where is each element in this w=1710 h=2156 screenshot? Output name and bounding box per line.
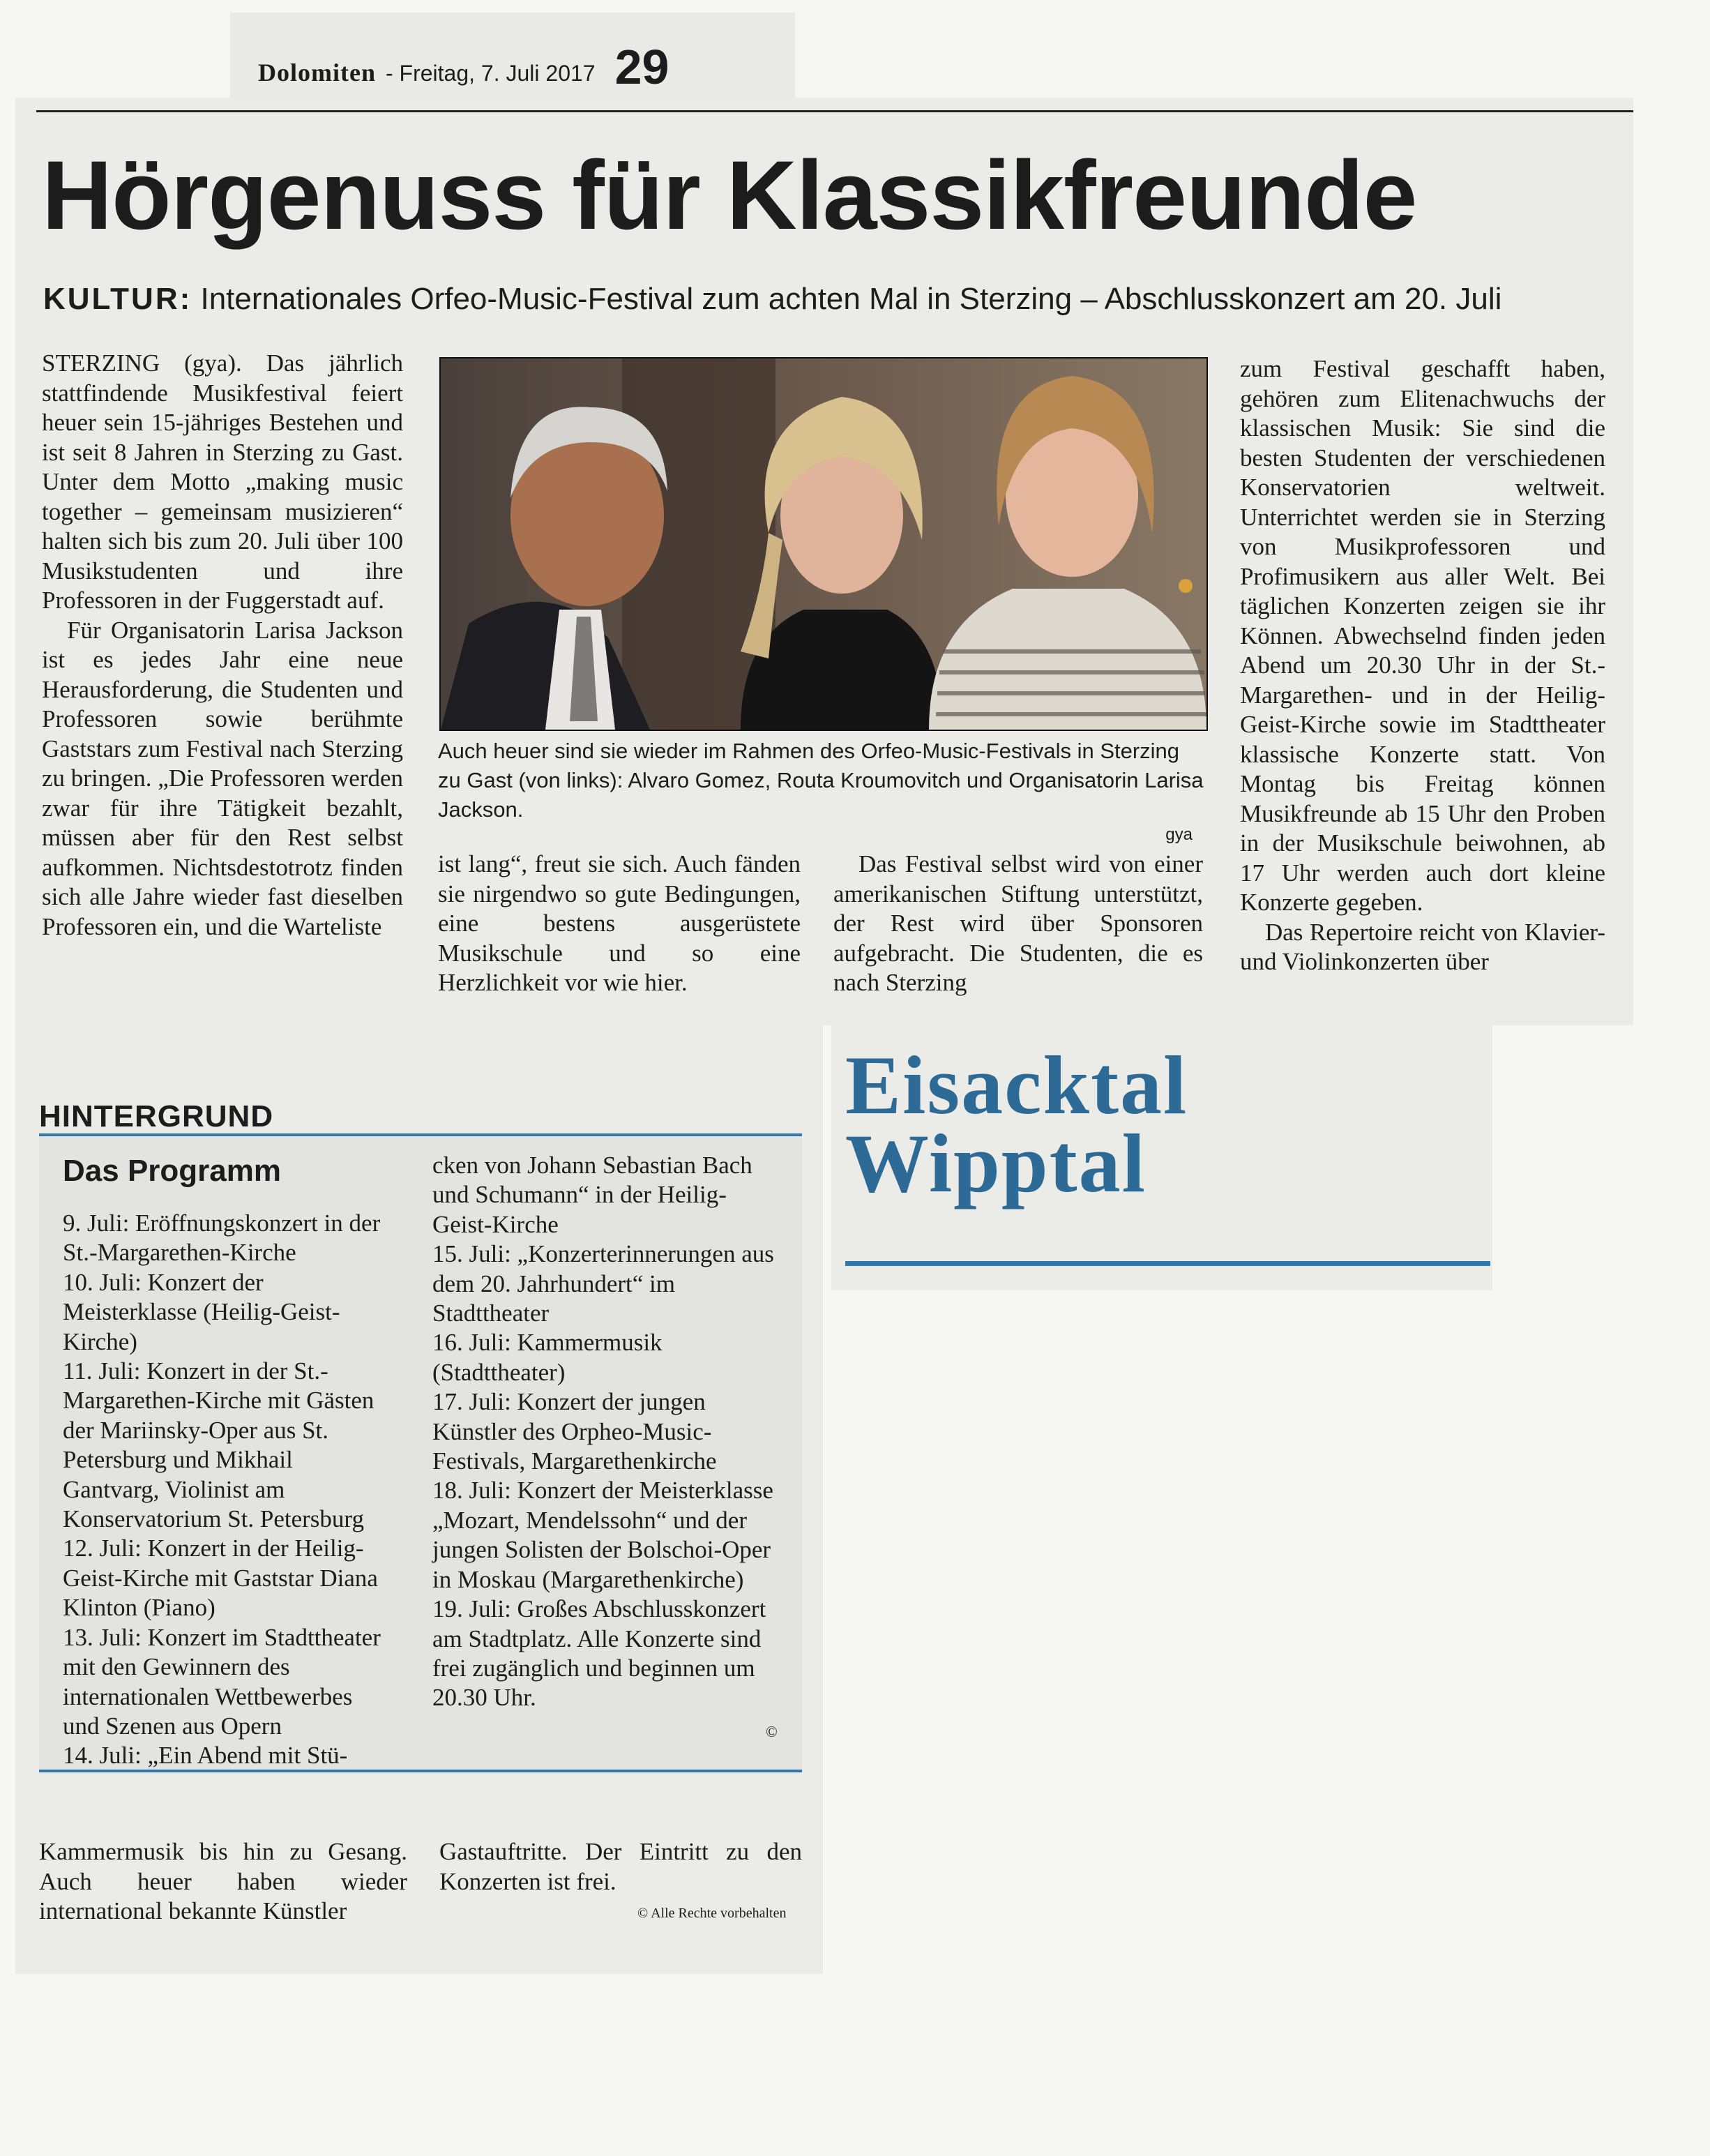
paragraph: zum Festival geschafft haben, gehören zum Elitenachwuchs der klassischen Musik: Sie sind die besten Studenten der verschiedenen Konservatorien weltweit. Unterrichtet werden sie in Sterzing von Musikprofessoren und Profimusikern aus aller Welt. Bei täglichen Konzerten zeigen sie ihr Können. Abwechselnd finden jeden Abend um 20.30 Uhr in der St.-Margarethen- und in der Heilig-Geist-Kirche sowie im Stadttheater klassische Konzerte statt. Von Montag bis Freitag können Musikfreunde ab 15 Uhr den Proben in der Musikschule beiwohnen, ab 17 Uhr werden auch dort kleine Konzerte gegeben. bbox=[1240, 355, 1605, 916]
article-column-2 bbox=[438, 850, 801, 998]
caption-text: Auch heuer sind sie wieder im Rahmen des Orfeo-Music-Festivals in Sterzing zu Gast (von links): Alvaro Gomez, Routa Kroumovitch und Organisatorin Larisa Jackson. bbox=[438, 739, 1204, 822]
section-rule bbox=[845, 1261, 1490, 1266]
program-item: 13. Juli: Konzert im Stadttheater mit den Gewinnern des internationalen Wettbewerbes und Szenen aus Opern bbox=[63, 1623, 381, 1740]
program-item: 19. Juli: Großes Abschlusskonzert am Stadtplatz. Alle Konzerte sind frei zugänglich und beginnen um 20.30 Uhr. bbox=[432, 1595, 766, 1712]
section-title bbox=[845, 1039, 1188, 1209]
rights-notice: © Alle Rechte vorbehalten bbox=[637, 1906, 787, 1921]
article-continuation-1 bbox=[39, 1837, 407, 1927]
copyright-mark: © bbox=[766, 1723, 778, 1740]
issue-date: - Freitag, 7. Juli 2017 bbox=[385, 61, 596, 86]
paragraph: Für Organisatorin Larisa Jackson ist es jedes Jahr eine neue Herausforderung, die Studenten und Professoren sowie berühmte Gaststars zum Festival nach Sterzing zu bringen. „Die Professoren werden zwar für ihre Tätigkeit bezahlt, müssen aber für den Rest selbst aufkommen. Nichtsdestotrotz finden sich alle Jahre wieder fast dieselben Professoren ein, und die Warteliste bbox=[42, 616, 404, 940]
caption-credit: gya bbox=[1165, 825, 1193, 844]
page-number: 29 bbox=[614, 40, 669, 94]
article-column-3 bbox=[833, 850, 1203, 998]
article-column-1 bbox=[42, 349, 403, 942]
program-list-left bbox=[63, 1209, 391, 1771]
program-item: 16. Juli: Kammermusik (Stadttheater) bbox=[432, 1329, 663, 1386]
program-item: 14. Juli: „Ein Abend mit Stü- bbox=[63, 1742, 348, 1770]
program-item: 12. Juli: Konzert in der Heilig-Geist-Kirche mit Gaststar Diana Klinton (Piano) bbox=[63, 1535, 378, 1622]
paragraph: STERZING (gya). Das jährlich stattfindende Musikfestival feiert heuer sein 15-jähriges Bestehen und ist seit 8 Jahren in Sterzing zu Gast. Unter dem Motto „making music together – gemeinsam musizieren“ halten sich bis zum 20. Juli über 100 Musikstudenten und ihre Professoren in der Fuggerstadt auf. bbox=[42, 349, 403, 614]
article-column-4 bbox=[1240, 354, 1605, 977]
article-photo bbox=[439, 357, 1208, 731]
article-subhead bbox=[43, 282, 1501, 317]
photo-illustration bbox=[441, 359, 1206, 730]
top-rule bbox=[36, 110, 1633, 112]
box-label: HINTERGRUND bbox=[39, 1099, 274, 1133]
paragraph: Das Repertoire reicht von Klavier- und Violinkonzerten über bbox=[1240, 918, 1605, 975]
masthead bbox=[258, 36, 669, 94]
rubric: KULTUR: bbox=[43, 282, 192, 316]
paragraph: Kammermusik bis hin zu Gesang. Auch heuer haben wieder international bekannte Künstler bbox=[39, 1838, 407, 1924]
newspaper-name: Dolomiten bbox=[258, 59, 376, 86]
program-item: cken von Johann Sebastian Bach und Schumann“ in der Heilig-Geist-Kirche bbox=[432, 1152, 752, 1238]
program-item: 15. Juli: „Konzerterinnerungen aus dem 20. Jahrhundert“ im Stadttheater bbox=[432, 1240, 774, 1327]
program-list-right bbox=[432, 1151, 781, 1713]
article-headline: Hörgenuss für Klassikfreunde bbox=[42, 140, 1417, 250]
paragraph: ist lang“, freut sie sich. Auch fänden sie nirgendwo so gute Bedingungen, eine bestens ausgerüstete Musikschule und so eine Herzlichkeit vor wie hier. bbox=[438, 850, 801, 996]
program-item: 9. Juli: Eröffnungskonzert in der St.-Margarethen-Kirche bbox=[63, 1209, 381, 1267]
article-continuation-2 bbox=[439, 1837, 802, 1897]
section-title-line-2: Wipptal bbox=[845, 1117, 1147, 1209]
paragraph: Gastauftritte. Der Eintritt zu den Konzerten ist frei. bbox=[439, 1838, 802, 1895]
program-item: 10. Juli: Konzert der Meisterklasse (Heilig-Geist-Kirche) bbox=[63, 1268, 340, 1355]
program-item: 11. Juli: Konzert in der St.-Margarethen-Kirche mit Gästen der Mariinsky-Oper aus St. Petersburg und Mikhail Gantvarg, Violinist am Konservatorium St. Petersburg bbox=[63, 1357, 374, 1533]
section-title-line-1: Eisacktal bbox=[845, 1039, 1188, 1131]
program-item: 17. Juli: Konzert der jungen Künstler des Orpheo-Music-Festivals, Margarethenkirche bbox=[432, 1388, 717, 1475]
box-title: Das Programm bbox=[63, 1154, 282, 1188]
paragraph: Das Festival selbst wird von einer amerikanischen Stiftung unterstützt, der Rest wird über Sponsoren aufgebracht. Die Studenten, die es nach Sterzing bbox=[833, 850, 1203, 996]
box-rule-bottom bbox=[39, 1770, 802, 1772]
photo-caption bbox=[438, 737, 1204, 844]
program-item: 18. Juli: Konzert der Meisterklasse „Mozart, Mendelssohn“ und der jungen Solisten der Bolschoi-Oper in Moskau (Margarethenkirche) bbox=[432, 1477, 773, 1593]
subhead-text: Internationales Orfeo-Music-Festival zum achten Mal in Sterzing – Abschlusskonzert am 20. Juli bbox=[192, 282, 1502, 316]
